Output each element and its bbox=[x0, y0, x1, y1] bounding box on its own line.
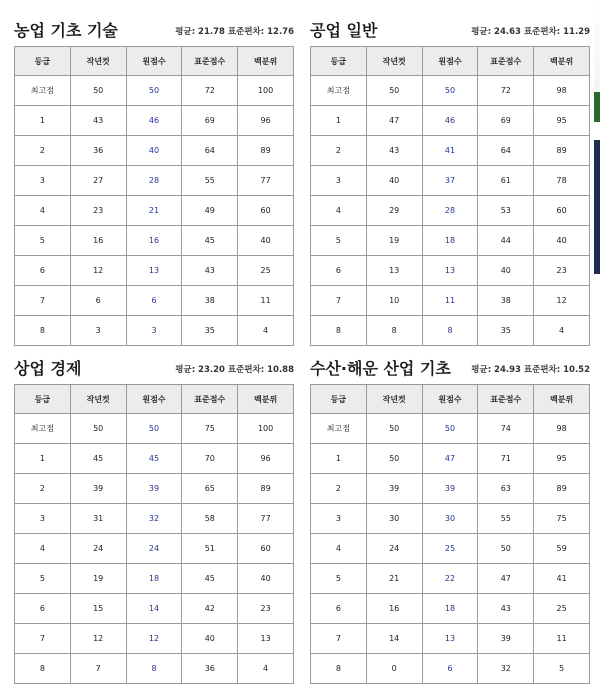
standard-score-cell: 70 bbox=[182, 444, 238, 474]
last-year-cut-cell: 15 bbox=[70, 594, 126, 624]
panel-stats: 평균: 24.93 표준편차: 10.52 bbox=[471, 365, 590, 375]
raw-score-cell: 24 bbox=[126, 534, 182, 564]
standard-score-cell: 35 bbox=[182, 316, 238, 346]
percentile-cell: 75 bbox=[534, 504, 590, 534]
percentile-cell: 41 bbox=[534, 564, 590, 594]
last-year-cut-cell: 19 bbox=[70, 564, 126, 594]
last-year-cut-cell: 14 bbox=[366, 624, 422, 654]
standard-score-cell: 58 bbox=[182, 504, 238, 534]
last-year-cut-cell: 27 bbox=[70, 166, 126, 196]
last-year-cut-cell: 7 bbox=[70, 654, 126, 684]
table-row bbox=[15, 474, 294, 504]
standard-score-cell: 64 bbox=[182, 136, 238, 166]
table-row bbox=[311, 534, 590, 564]
standard-score-cell: 49 bbox=[182, 196, 238, 226]
last-year-cut-cell: 16 bbox=[366, 594, 422, 624]
standard-score-cell: 43 bbox=[478, 594, 534, 624]
header-percentile: 백분위 bbox=[534, 47, 590, 76]
grade-cell: 6 bbox=[15, 594, 71, 624]
standard-score-cell: 43 bbox=[182, 256, 238, 286]
standard-score-cell: 40 bbox=[478, 256, 534, 286]
last-year-cut-cell: 3 bbox=[70, 316, 126, 346]
header-grade: 등급 bbox=[15, 47, 71, 76]
percentile-cell: 98 bbox=[534, 414, 590, 444]
raw-score-cell: 39 bbox=[422, 474, 478, 504]
last-year-cut-cell: 50 bbox=[70, 76, 126, 106]
raw-score-cell: 50 bbox=[422, 76, 478, 106]
percentile-cell: 89 bbox=[534, 474, 590, 504]
last-year-cut-cell: 45 bbox=[70, 444, 126, 474]
header-raw-score: 원점수 bbox=[126, 385, 182, 414]
grade-cell: 1 bbox=[15, 444, 71, 474]
raw-score-cell: 16 bbox=[126, 226, 182, 256]
raw-score-cell: 22 bbox=[422, 564, 478, 594]
percentile-cell: 40 bbox=[534, 226, 590, 256]
last-year-cut-cell: 12 bbox=[70, 624, 126, 654]
last-year-cut-cell: 36 bbox=[70, 136, 126, 166]
standard-score-cell: 64 bbox=[478, 136, 534, 166]
raw-score-cell: 18 bbox=[422, 594, 478, 624]
percentile-cell: 5 bbox=[534, 654, 590, 684]
raw-score-cell: 46 bbox=[126, 106, 182, 136]
percentile-cell: 96 bbox=[238, 106, 294, 136]
grade-cell: 6 bbox=[15, 256, 71, 286]
last-year-cut-cell: 12 bbox=[70, 256, 126, 286]
standard-score-cell: 45 bbox=[182, 564, 238, 594]
percentile-cell: 78 bbox=[534, 166, 590, 196]
last-year-cut-cell: 40 bbox=[366, 166, 422, 196]
grade-cell: 5 bbox=[311, 564, 367, 594]
percentile-cell: 77 bbox=[238, 504, 294, 534]
grade-cell: 최고점 bbox=[15, 76, 71, 106]
raw-score-cell: 47 bbox=[422, 444, 478, 474]
raw-score-cell: 39 bbox=[126, 474, 182, 504]
raw-score-cell: 21 bbox=[126, 196, 182, 226]
table-row bbox=[15, 564, 294, 594]
table-row bbox=[311, 76, 590, 106]
standard-score-cell: 42 bbox=[182, 594, 238, 624]
table-row bbox=[311, 654, 590, 684]
raw-score-cell: 41 bbox=[422, 136, 478, 166]
table-row bbox=[15, 316, 294, 346]
percentile-cell: 77 bbox=[238, 166, 294, 196]
raw-score-cell: 6 bbox=[422, 654, 478, 684]
header-percentile: 백분위 bbox=[238, 385, 294, 414]
raw-score-cell: 46 bbox=[422, 106, 478, 136]
table-row bbox=[311, 286, 590, 316]
standard-score-cell: 63 bbox=[478, 474, 534, 504]
grade-cell: 4 bbox=[311, 196, 367, 226]
raw-score-cell: 18 bbox=[422, 226, 478, 256]
grade-cell: 최고점 bbox=[15, 414, 71, 444]
standard-score-cell: 75 bbox=[182, 414, 238, 444]
last-year-cut-cell: 39 bbox=[70, 474, 126, 504]
table-row bbox=[311, 316, 590, 346]
table-row bbox=[311, 444, 590, 474]
table-row bbox=[311, 106, 590, 136]
standard-score-cell: 61 bbox=[478, 166, 534, 196]
grade-cell: 4 bbox=[311, 534, 367, 564]
grade-cell: 4 bbox=[15, 196, 71, 226]
header-standard-score: 표준점수 bbox=[182, 47, 238, 76]
standard-score-cell: 72 bbox=[478, 76, 534, 106]
standard-score-cell: 44 bbox=[478, 226, 534, 256]
percentile-cell: 25 bbox=[534, 594, 590, 624]
percentile-cell: 60 bbox=[534, 196, 590, 226]
table-row bbox=[15, 286, 294, 316]
table-row bbox=[311, 624, 590, 654]
standard-score-cell: 36 bbox=[182, 654, 238, 684]
last-year-cut-cell: 10 bbox=[366, 286, 422, 316]
standard-score-cell: 71 bbox=[478, 444, 534, 474]
score-table bbox=[310, 46, 590, 346]
standard-score-cell: 55 bbox=[478, 504, 534, 534]
table-row bbox=[15, 504, 294, 534]
standard-score-cell: 38 bbox=[182, 286, 238, 316]
raw-score-cell: 8 bbox=[126, 654, 182, 684]
last-year-cut-cell: 13 bbox=[366, 256, 422, 286]
table-row bbox=[15, 76, 294, 106]
raw-score-cell: 18 bbox=[126, 564, 182, 594]
raw-score-cell: 11 bbox=[422, 286, 478, 316]
percentile-cell: 60 bbox=[238, 196, 294, 226]
standard-score-cell: 74 bbox=[478, 414, 534, 444]
percentile-cell: 95 bbox=[534, 444, 590, 474]
last-year-cut-cell: 50 bbox=[366, 414, 422, 444]
score-table bbox=[310, 384, 590, 684]
last-year-cut-cell: 43 bbox=[366, 136, 422, 166]
percentile-cell: 40 bbox=[238, 564, 294, 594]
standard-score-cell: 69 bbox=[182, 106, 238, 136]
header-last-year-cut: 작년컷 bbox=[70, 47, 126, 76]
standard-score-cell: 40 bbox=[182, 624, 238, 654]
raw-score-cell: 50 bbox=[126, 414, 182, 444]
percentile-cell: 25 bbox=[238, 256, 294, 286]
standard-score-cell: 55 bbox=[182, 166, 238, 196]
panel-stats: 평균: 21.78 표준편차: 12.76 bbox=[175, 27, 294, 37]
raw-score-cell: 30 bbox=[422, 504, 478, 534]
grade-cell: 3 bbox=[311, 504, 367, 534]
grade-cell: 1 bbox=[311, 444, 367, 474]
grade-cell: 7 bbox=[15, 624, 71, 654]
raw-score-cell: 6 bbox=[126, 286, 182, 316]
panel-title: 공업 일반 bbox=[310, 21, 378, 40]
standard-score-cell: 51 bbox=[182, 534, 238, 564]
table-row bbox=[15, 166, 294, 196]
raw-score-cell: 50 bbox=[126, 76, 182, 106]
header-grade: 등급 bbox=[311, 47, 367, 76]
table-row bbox=[15, 256, 294, 286]
grade-cell: 5 bbox=[15, 226, 71, 256]
panel-industry bbox=[310, 18, 590, 346]
table-row bbox=[15, 226, 294, 256]
grade-cell: 6 bbox=[311, 594, 367, 624]
raw-score-cell: 37 bbox=[422, 166, 478, 196]
table-row bbox=[15, 136, 294, 166]
last-year-cut-cell: 39 bbox=[366, 474, 422, 504]
percentile-cell: 4 bbox=[534, 316, 590, 346]
percentile-cell: 23 bbox=[238, 594, 294, 624]
standard-score-cell: 45 bbox=[182, 226, 238, 256]
header-percentile: 백분위 bbox=[534, 385, 590, 414]
percentile-cell: 23 bbox=[534, 256, 590, 286]
last-year-cut-cell: 23 bbox=[70, 196, 126, 226]
adjacent-image-edge bbox=[594, 0, 600, 274]
panel-title: 상업 경제 bbox=[14, 359, 82, 378]
percentile-cell: 100 bbox=[238, 76, 294, 106]
raw-score-cell: 14 bbox=[126, 594, 182, 624]
percentile-cell: 4 bbox=[238, 316, 294, 346]
grade-cell: 3 bbox=[15, 504, 71, 534]
last-year-cut-cell: 24 bbox=[366, 534, 422, 564]
percentile-cell: 95 bbox=[534, 106, 590, 136]
last-year-cut-cell: 0 bbox=[366, 654, 422, 684]
last-year-cut-cell: 19 bbox=[366, 226, 422, 256]
grade-cell: 5 bbox=[311, 226, 367, 256]
grade-cell: 7 bbox=[311, 624, 367, 654]
percentile-cell: 13 bbox=[238, 624, 294, 654]
last-year-cut-cell: 50 bbox=[366, 76, 422, 106]
raw-score-cell: 40 bbox=[126, 136, 182, 166]
last-year-cut-cell: 29 bbox=[366, 196, 422, 226]
header-grade: 등급 bbox=[311, 385, 367, 414]
panel-fisheries bbox=[310, 356, 590, 684]
table-row bbox=[15, 196, 294, 226]
percentile-cell: 60 bbox=[238, 534, 294, 564]
percentile-cell: 12 bbox=[534, 286, 590, 316]
table-row bbox=[311, 474, 590, 504]
percentile-cell: 98 bbox=[534, 76, 590, 106]
header-last-year-cut: 작년컷 bbox=[366, 47, 422, 76]
last-year-cut-cell: 47 bbox=[366, 106, 422, 136]
standard-score-cell: 32 bbox=[478, 654, 534, 684]
grade-cell: 2 bbox=[311, 136, 367, 166]
table-row bbox=[15, 534, 294, 564]
panel-agriculture bbox=[14, 18, 294, 346]
table-row bbox=[15, 444, 294, 474]
raw-score-cell: 3 bbox=[126, 316, 182, 346]
table-row bbox=[15, 654, 294, 684]
percentile-cell: 96 bbox=[238, 444, 294, 474]
header-standard-score: 표준점수 bbox=[478, 47, 534, 76]
grade-cell: 2 bbox=[311, 474, 367, 504]
grade-cell: 1 bbox=[311, 106, 367, 136]
raw-score-cell: 28 bbox=[422, 196, 478, 226]
header-raw-score: 원점수 bbox=[422, 47, 478, 76]
raw-score-cell: 25 bbox=[422, 534, 478, 564]
table-row bbox=[311, 166, 590, 196]
panel-stats: 평균: 24.63 표준편차: 11.29 bbox=[471, 27, 590, 37]
raw-score-cell: 45 bbox=[126, 444, 182, 474]
percentile-cell: 89 bbox=[238, 136, 294, 166]
table-row bbox=[311, 256, 590, 286]
last-year-cut-cell: 50 bbox=[70, 414, 126, 444]
last-year-cut-cell: 30 bbox=[366, 504, 422, 534]
grade-cell: 8 bbox=[15, 654, 71, 684]
table-row bbox=[311, 414, 590, 444]
score-table bbox=[14, 46, 294, 346]
score-table bbox=[14, 384, 294, 684]
percentile-cell: 89 bbox=[534, 136, 590, 166]
standard-score-cell: 53 bbox=[478, 196, 534, 226]
raw-score-cell: 32 bbox=[126, 504, 182, 534]
percentile-cell: 40 bbox=[238, 226, 294, 256]
table-row bbox=[15, 594, 294, 624]
panel-commerce bbox=[14, 356, 294, 684]
header-raw-score: 원점수 bbox=[422, 385, 478, 414]
panel-title: 농업 기초 기술 bbox=[14, 21, 118, 40]
raw-score-cell: 13 bbox=[422, 256, 478, 286]
grade-cell: 7 bbox=[15, 286, 71, 316]
standard-score-cell: 39 bbox=[478, 624, 534, 654]
percentile-cell: 11 bbox=[534, 624, 590, 654]
panel-title: 수산·해운 산업 기초 bbox=[310, 359, 451, 378]
header-standard-score: 표준점수 bbox=[478, 385, 534, 414]
header-percentile: 백분위 bbox=[238, 47, 294, 76]
header-raw-score: 원점수 bbox=[126, 47, 182, 76]
grade-cell: 7 bbox=[311, 286, 367, 316]
grade-cell: 4 bbox=[15, 534, 71, 564]
last-year-cut-cell: 24 bbox=[70, 534, 126, 564]
header-grade: 등급 bbox=[15, 385, 71, 414]
last-year-cut-cell: 43 bbox=[70, 106, 126, 136]
grade-cell: 3 bbox=[15, 166, 71, 196]
grade-cell: 2 bbox=[15, 136, 71, 166]
table-row bbox=[311, 504, 590, 534]
last-year-cut-cell: 8 bbox=[366, 316, 422, 346]
last-year-cut-cell: 50 bbox=[366, 444, 422, 474]
grade-cell: 6 bbox=[311, 256, 367, 286]
raw-score-cell: 8 bbox=[422, 316, 478, 346]
percentile-cell: 89 bbox=[238, 474, 294, 504]
standard-score-cell: 38 bbox=[478, 286, 534, 316]
standard-score-cell: 47 bbox=[478, 564, 534, 594]
percentile-cell: 59 bbox=[534, 534, 590, 564]
raw-score-cell: 50 bbox=[422, 414, 478, 444]
percentile-cell: 100 bbox=[238, 414, 294, 444]
raw-score-cell: 12 bbox=[126, 624, 182, 654]
grade-cell: 최고점 bbox=[311, 414, 367, 444]
percentile-cell: 4 bbox=[238, 654, 294, 684]
last-year-cut-cell: 21 bbox=[366, 564, 422, 594]
last-year-cut-cell: 16 bbox=[70, 226, 126, 256]
standard-score-cell: 72 bbox=[182, 76, 238, 106]
table-row bbox=[15, 624, 294, 654]
last-year-cut-cell: 6 bbox=[70, 286, 126, 316]
header-last-year-cut: 작년컷 bbox=[70, 385, 126, 414]
last-year-cut-cell: 31 bbox=[70, 504, 126, 534]
header-last-year-cut: 작년컷 bbox=[366, 385, 422, 414]
grade-cell: 1 bbox=[15, 106, 71, 136]
table-row bbox=[311, 136, 590, 166]
raw-score-cell: 28 bbox=[126, 166, 182, 196]
standard-score-cell: 50 bbox=[478, 534, 534, 564]
grade-cell: 최고점 bbox=[311, 76, 367, 106]
percentile-cell: 11 bbox=[238, 286, 294, 316]
raw-score-cell: 13 bbox=[126, 256, 182, 286]
grade-cell: 8 bbox=[311, 654, 367, 684]
header-standard-score: 표준점수 bbox=[182, 385, 238, 414]
standard-score-cell: 69 bbox=[478, 106, 534, 136]
grade-cell: 8 bbox=[311, 316, 367, 346]
table-row bbox=[15, 414, 294, 444]
panel-stats: 평균: 23.20 표준편차: 10.88 bbox=[175, 365, 294, 375]
table-row bbox=[311, 226, 590, 256]
table-row bbox=[311, 594, 590, 624]
grade-cell: 5 bbox=[15, 564, 71, 594]
standard-score-cell: 35 bbox=[478, 316, 534, 346]
grade-cell: 8 bbox=[15, 316, 71, 346]
grade-cell: 3 bbox=[311, 166, 367, 196]
table-row bbox=[311, 564, 590, 594]
table-row bbox=[15, 106, 294, 136]
raw-score-cell: 13 bbox=[422, 624, 478, 654]
grade-cell: 2 bbox=[15, 474, 71, 504]
table-row bbox=[311, 196, 590, 226]
standard-score-cell: 65 bbox=[182, 474, 238, 504]
